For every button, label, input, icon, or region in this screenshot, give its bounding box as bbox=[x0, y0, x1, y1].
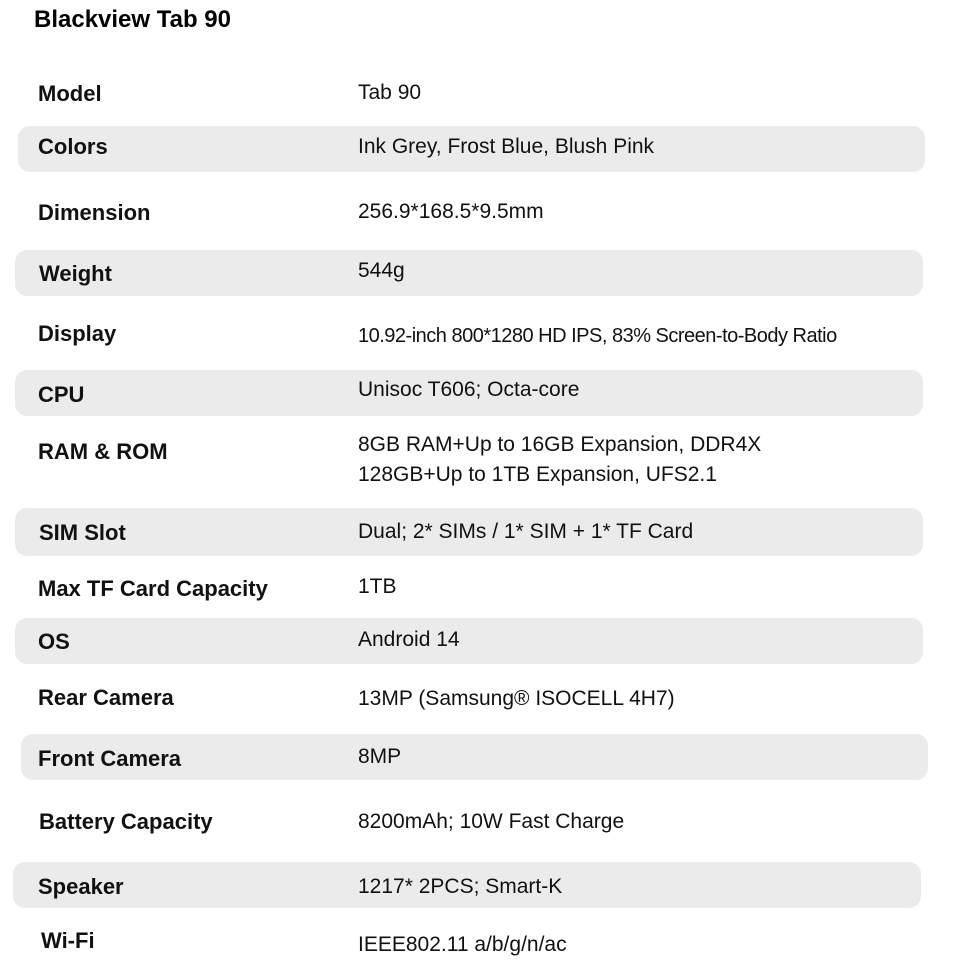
spec-value: 8MP bbox=[358, 745, 402, 768]
spec-label: Weight bbox=[39, 261, 112, 286]
spec-label: Display bbox=[38, 321, 117, 346]
spec-label: SIM Slot bbox=[39, 520, 126, 545]
spec-value: 8GB RAM+Up to 16GB Expansion, DDR4X bbox=[358, 433, 762, 456]
spec-value: Dual; 2* SIMs / 1* SIM + 1* TF Card bbox=[358, 520, 694, 543]
spec-value: Ink Grey, Frost Blue, Blush Pink bbox=[358, 135, 655, 158]
spec-value: 1TB bbox=[358, 575, 397, 598]
spec-label: Model bbox=[38, 81, 102, 106]
spec-value: 256.9*168.5*9.5mm bbox=[358, 200, 544, 223]
spec-label: Max TF Card Capacity bbox=[38, 576, 268, 601]
spec-value: Tab 90 bbox=[358, 81, 422, 104]
spec-value: 13MP (Samsung® ISOCELL 4H7) bbox=[358, 687, 675, 710]
spec-value: 8200mAh; 10W Fast Charge bbox=[358, 810, 625, 833]
spec-value: 1217* 2PCS; Smart-K bbox=[358, 875, 563, 898]
spec-label: Battery Capacity bbox=[39, 809, 213, 834]
spec-label: RAM & ROM bbox=[38, 439, 168, 464]
spec-label: Wi-Fi bbox=[41, 928, 95, 953]
spec-value: IEEE802.11 a/b/g/n/ac bbox=[358, 933, 567, 956]
spec-label: Speaker bbox=[38, 874, 124, 899]
spec-label: Front Camera bbox=[38, 746, 182, 771]
spec-label: CPU bbox=[38, 382, 85, 407]
spec-value: Unisoc T606; Octa-core bbox=[358, 378, 580, 401]
page-title: Blackview Tab 90 bbox=[34, 6, 231, 33]
spec-value: 544g bbox=[358, 259, 405, 282]
spec-label: Rear Camera bbox=[38, 685, 174, 710]
row-band bbox=[15, 250, 923, 296]
row-band bbox=[15, 618, 923, 664]
spec-label: Colors bbox=[38, 134, 108, 159]
spec-label: OS bbox=[38, 629, 70, 654]
spec-label: Dimension bbox=[38, 200, 151, 225]
spec-value: 10.92-inch 800*1280 HD IPS, 83% Screen-to-Body Ratio bbox=[358, 325, 837, 347]
spec-value-line2: 128GB+Up to 1TB Expansion, UFS2.1 bbox=[358, 463, 717, 486]
spec-value: Android 14 bbox=[358, 628, 460, 651]
